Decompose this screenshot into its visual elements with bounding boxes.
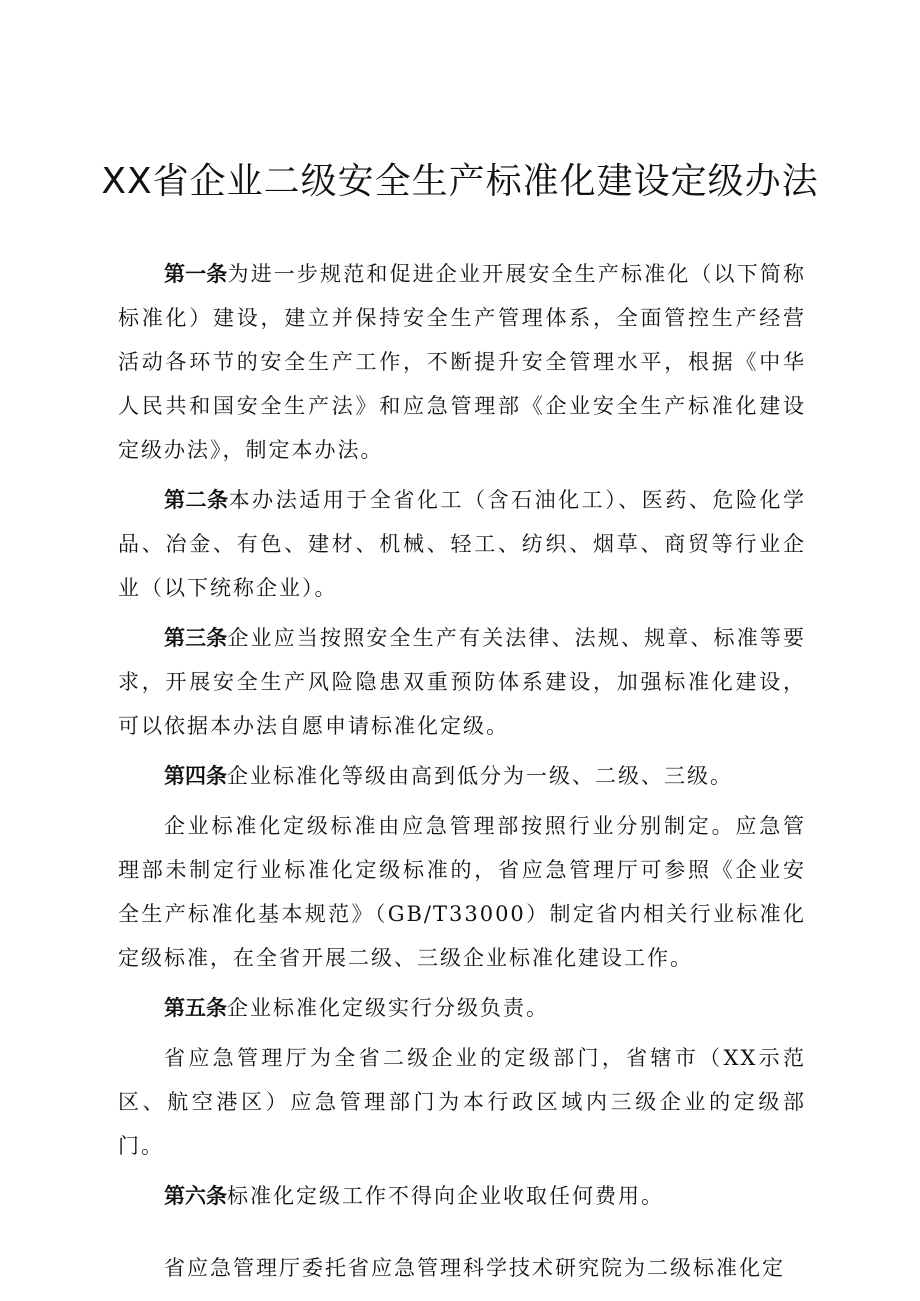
paragraph-text: 为进一步规范和促进企业开展安全生产标准化（以下简称标准化）建设，建立并保持安全生产管理体系，全面管控生产经营活动各环节的安全生产工作，不断提升安全管理水平，根据《中华人民共和国安全生产法》和应急管理部《企业安全生产标准化建设定级办法》，制定本办法。 <box>118 262 807 462</box>
paragraph-text: 标准化定级工作不得向企业收取任何费用。 <box>227 1184 664 1208</box>
document-title: XX省企业二级安全生产标准化建设定级办法 <box>101 161 819 202</box>
paragraph-article-3 <box>118 616 806 748</box>
paragraph-article-5 <box>118 986 806 1030</box>
article-number: 第二条 <box>164 488 229 512</box>
document-body <box>118 252 806 1296</box>
paragraph-text: 省应急管理厅委托省应急管理科学技术研究院为二级标准化定 <box>164 1256 785 1280</box>
paragraph-article-6 <box>118 1174 806 1218</box>
paragraph-text: 企业标准化定级实行分级负责。 <box>227 996 549 1020</box>
paragraph-article-4-cont <box>118 804 806 980</box>
paragraph-text: 省应急管理厅为全省二级企业的定级部门，省辖市（XX示范区、航空港区）应急管理部门为本行政区域内三级企业的定级部门。 <box>118 1046 806 1158</box>
paragraph-article-2 <box>118 478 806 610</box>
paragraph-article-4 <box>118 754 806 798</box>
article-number: 第四条 <box>164 764 227 788</box>
paragraph-article-6-cont <box>118 1246 806 1290</box>
article-number: 第三条 <box>164 626 228 650</box>
article-number: 第五条 <box>164 996 227 1020</box>
article-number: 第一条 <box>164 262 228 286</box>
paragraph-text: 企业应当按照安全生产有关法律、法规、规章、标准等要求，开展安全生产风险隐患双重预防体系建设，加强标准化建设，可以依据本办法自愿申请标准化定级。 <box>118 626 807 738</box>
paragraph-text: 企业标准化等级由高到低分为一级、二级、三级。 <box>227 764 733 788</box>
paragraph-text: 本办法适用于全省化工（含石油化工）、医药、危险化学品、冶金、有色、建材、机械、轻工、纺织、烟草、商贸等行业企业（以下统称企业）。 <box>118 488 807 600</box>
paragraph-text: 企业标准化定级标准由应急管理部按照行业分别制定。应急管理部未制定行业标准化定级标准的，省应急管理厅可参照《企业安全生产标准化基本规范》（GB/T33000）制定省内相关行业标准化定级标准，在全省开展二级、三级企业标准化建设工作。 <box>118 814 806 970</box>
article-number: 第六条 <box>164 1184 227 1208</box>
paragraph-article-1 <box>118 252 806 472</box>
paragraph-article-5-cont <box>118 1036 806 1168</box>
